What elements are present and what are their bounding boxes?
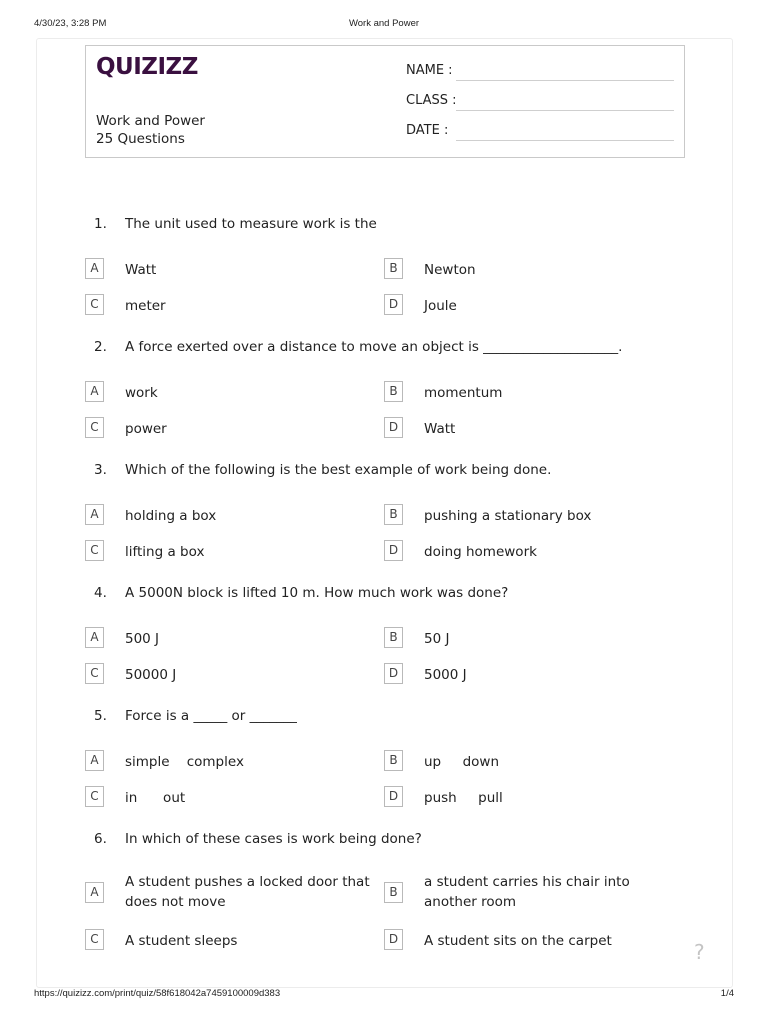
- option-letter: C: [85, 540, 104, 561]
- option-text: Joule: [424, 298, 457, 314]
- question-text: A force exerted over a distance to move an object is ____________________.: [125, 339, 623, 355]
- question-text: Force is a _____ or _______: [125, 708, 297, 724]
- date-line: [456, 140, 674, 141]
- option-b[interactable]: [384, 627, 654, 663]
- name-label: NAME :: [406, 63, 453, 78]
- date-label: DATE :: [406, 123, 449, 138]
- option-text: A student sleeps: [125, 933, 238, 949]
- option-a[interactable]: [85, 874, 370, 918]
- option-a[interactable]: [85, 627, 355, 663]
- name-line: [456, 80, 674, 81]
- option-a[interactable]: [85, 504, 355, 540]
- option-text: momentum: [424, 385, 503, 401]
- option-letter: C: [85, 786, 104, 807]
- question-text: Which of the following is the best example of work being done.: [125, 462, 552, 478]
- name-field[interactable]: [406, 63, 676, 83]
- question-number: 2.: [94, 339, 107, 355]
- option-text: in out: [125, 790, 186, 806]
- option-c[interactable]: [85, 663, 355, 699]
- option-b[interactable]: [384, 381, 654, 417]
- option-text: Newton: [424, 262, 476, 278]
- option-c[interactable]: [85, 294, 355, 330]
- quizizz-logo: QUIZIZZ: [96, 54, 198, 80]
- question-number: 1.: [94, 216, 107, 232]
- print-title: Work and Power: [348, 18, 420, 29]
- option-text: 50 J: [424, 631, 450, 647]
- question-number: 3.: [94, 462, 107, 478]
- option-text: holding a box: [125, 508, 217, 524]
- option-text: 5000 J: [424, 667, 467, 683]
- question-text: The unit used to measure work is the: [125, 216, 377, 232]
- option-text: A student pushes a locked door that does not move: [125, 874, 370, 910]
- option-text: Watt: [125, 262, 157, 278]
- question-number: 5.: [94, 708, 107, 724]
- option-letter: C: [85, 663, 104, 684]
- option-text: simple complex: [125, 754, 244, 770]
- option-letter: D: [384, 786, 403, 807]
- option-letter: C: [85, 929, 104, 950]
- option-letter: B: [384, 750, 403, 771]
- class-field[interactable]: [406, 93, 676, 113]
- option-text: up down: [424, 754, 500, 770]
- option-letter: D: [384, 294, 403, 315]
- option-text: work: [125, 385, 158, 401]
- option-letter: B: [384, 882, 403, 903]
- print-url: https://quizizz.com/print/quiz/58f618042a7459100009d383: [34, 988, 281, 999]
- question-text: A 5000N block is lifted 10 m. How much work was done?: [125, 585, 509, 601]
- option-letter: A: [85, 504, 104, 525]
- print-header: [34, 18, 734, 32]
- option-text: 50000 J: [125, 667, 177, 683]
- option-letter: A: [85, 882, 104, 903]
- date-field[interactable]: [406, 123, 676, 143]
- option-letter: B: [384, 381, 403, 402]
- option-d[interactable]: [384, 540, 654, 576]
- question-number: 4.: [94, 585, 107, 601]
- option-text: a student carries his chair into another room: [424, 874, 630, 910]
- quiz-title: Work and Power: [96, 113, 205, 129]
- option-text: Watt: [424, 421, 456, 437]
- option-b[interactable]: [384, 874, 654, 918]
- option-c[interactable]: [85, 929, 355, 965]
- help-icon[interactable]: ?: [694, 940, 705, 964]
- option-d[interactable]: [384, 663, 654, 699]
- option-letter: A: [85, 381, 104, 402]
- class-label: CLASS :: [406, 93, 457, 108]
- question-text: In which of these cases is work being done?: [125, 831, 422, 847]
- option-letter: D: [384, 663, 403, 684]
- question-number: 6.: [94, 831, 107, 847]
- option-letter: D: [384, 540, 403, 561]
- option-b[interactable]: [384, 504, 654, 540]
- option-c[interactable]: [85, 786, 355, 822]
- option-text: lifting a box: [125, 544, 205, 560]
- option-c[interactable]: [85, 417, 355, 453]
- question-count: 25 Questions: [96, 131, 185, 147]
- option-text: A student sits on the carpet: [424, 933, 612, 949]
- option-a[interactable]: [85, 381, 355, 417]
- option-letter: A: [85, 750, 104, 771]
- print-footer: [34, 988, 734, 1002]
- option-a[interactable]: [85, 258, 355, 294]
- option-letter: B: [384, 627, 403, 648]
- option-letter: D: [384, 929, 403, 950]
- option-letter: C: [85, 294, 104, 315]
- worksheet-header: [85, 45, 685, 158]
- option-letter: A: [85, 627, 104, 648]
- option-d[interactable]: [384, 929, 654, 965]
- option-d[interactable]: [384, 417, 654, 453]
- option-letter: B: [384, 258, 403, 279]
- option-letter: B: [384, 504, 403, 525]
- option-text: doing homework: [424, 544, 537, 560]
- option-d[interactable]: [384, 294, 654, 330]
- option-a[interactable]: [85, 750, 355, 786]
- option-text: meter: [125, 298, 166, 314]
- option-c[interactable]: [85, 540, 355, 576]
- option-letter: A: [85, 258, 104, 279]
- option-b[interactable]: [384, 258, 654, 294]
- class-line: [456, 110, 674, 111]
- page-number: 1/4: [720, 988, 734, 999]
- option-text: power: [125, 421, 167, 437]
- print-datetime: 4/30/23, 3:28 PM: [34, 18, 107, 29]
- option-text: 500 J: [125, 631, 160, 647]
- option-b[interactable]: [384, 750, 654, 786]
- option-text: push pull: [424, 790, 503, 806]
- option-letter: C: [85, 417, 104, 438]
- option-text: pushing a stationary box: [424, 508, 592, 524]
- option-d[interactable]: [384, 786, 654, 822]
- option-letter: D: [384, 417, 403, 438]
